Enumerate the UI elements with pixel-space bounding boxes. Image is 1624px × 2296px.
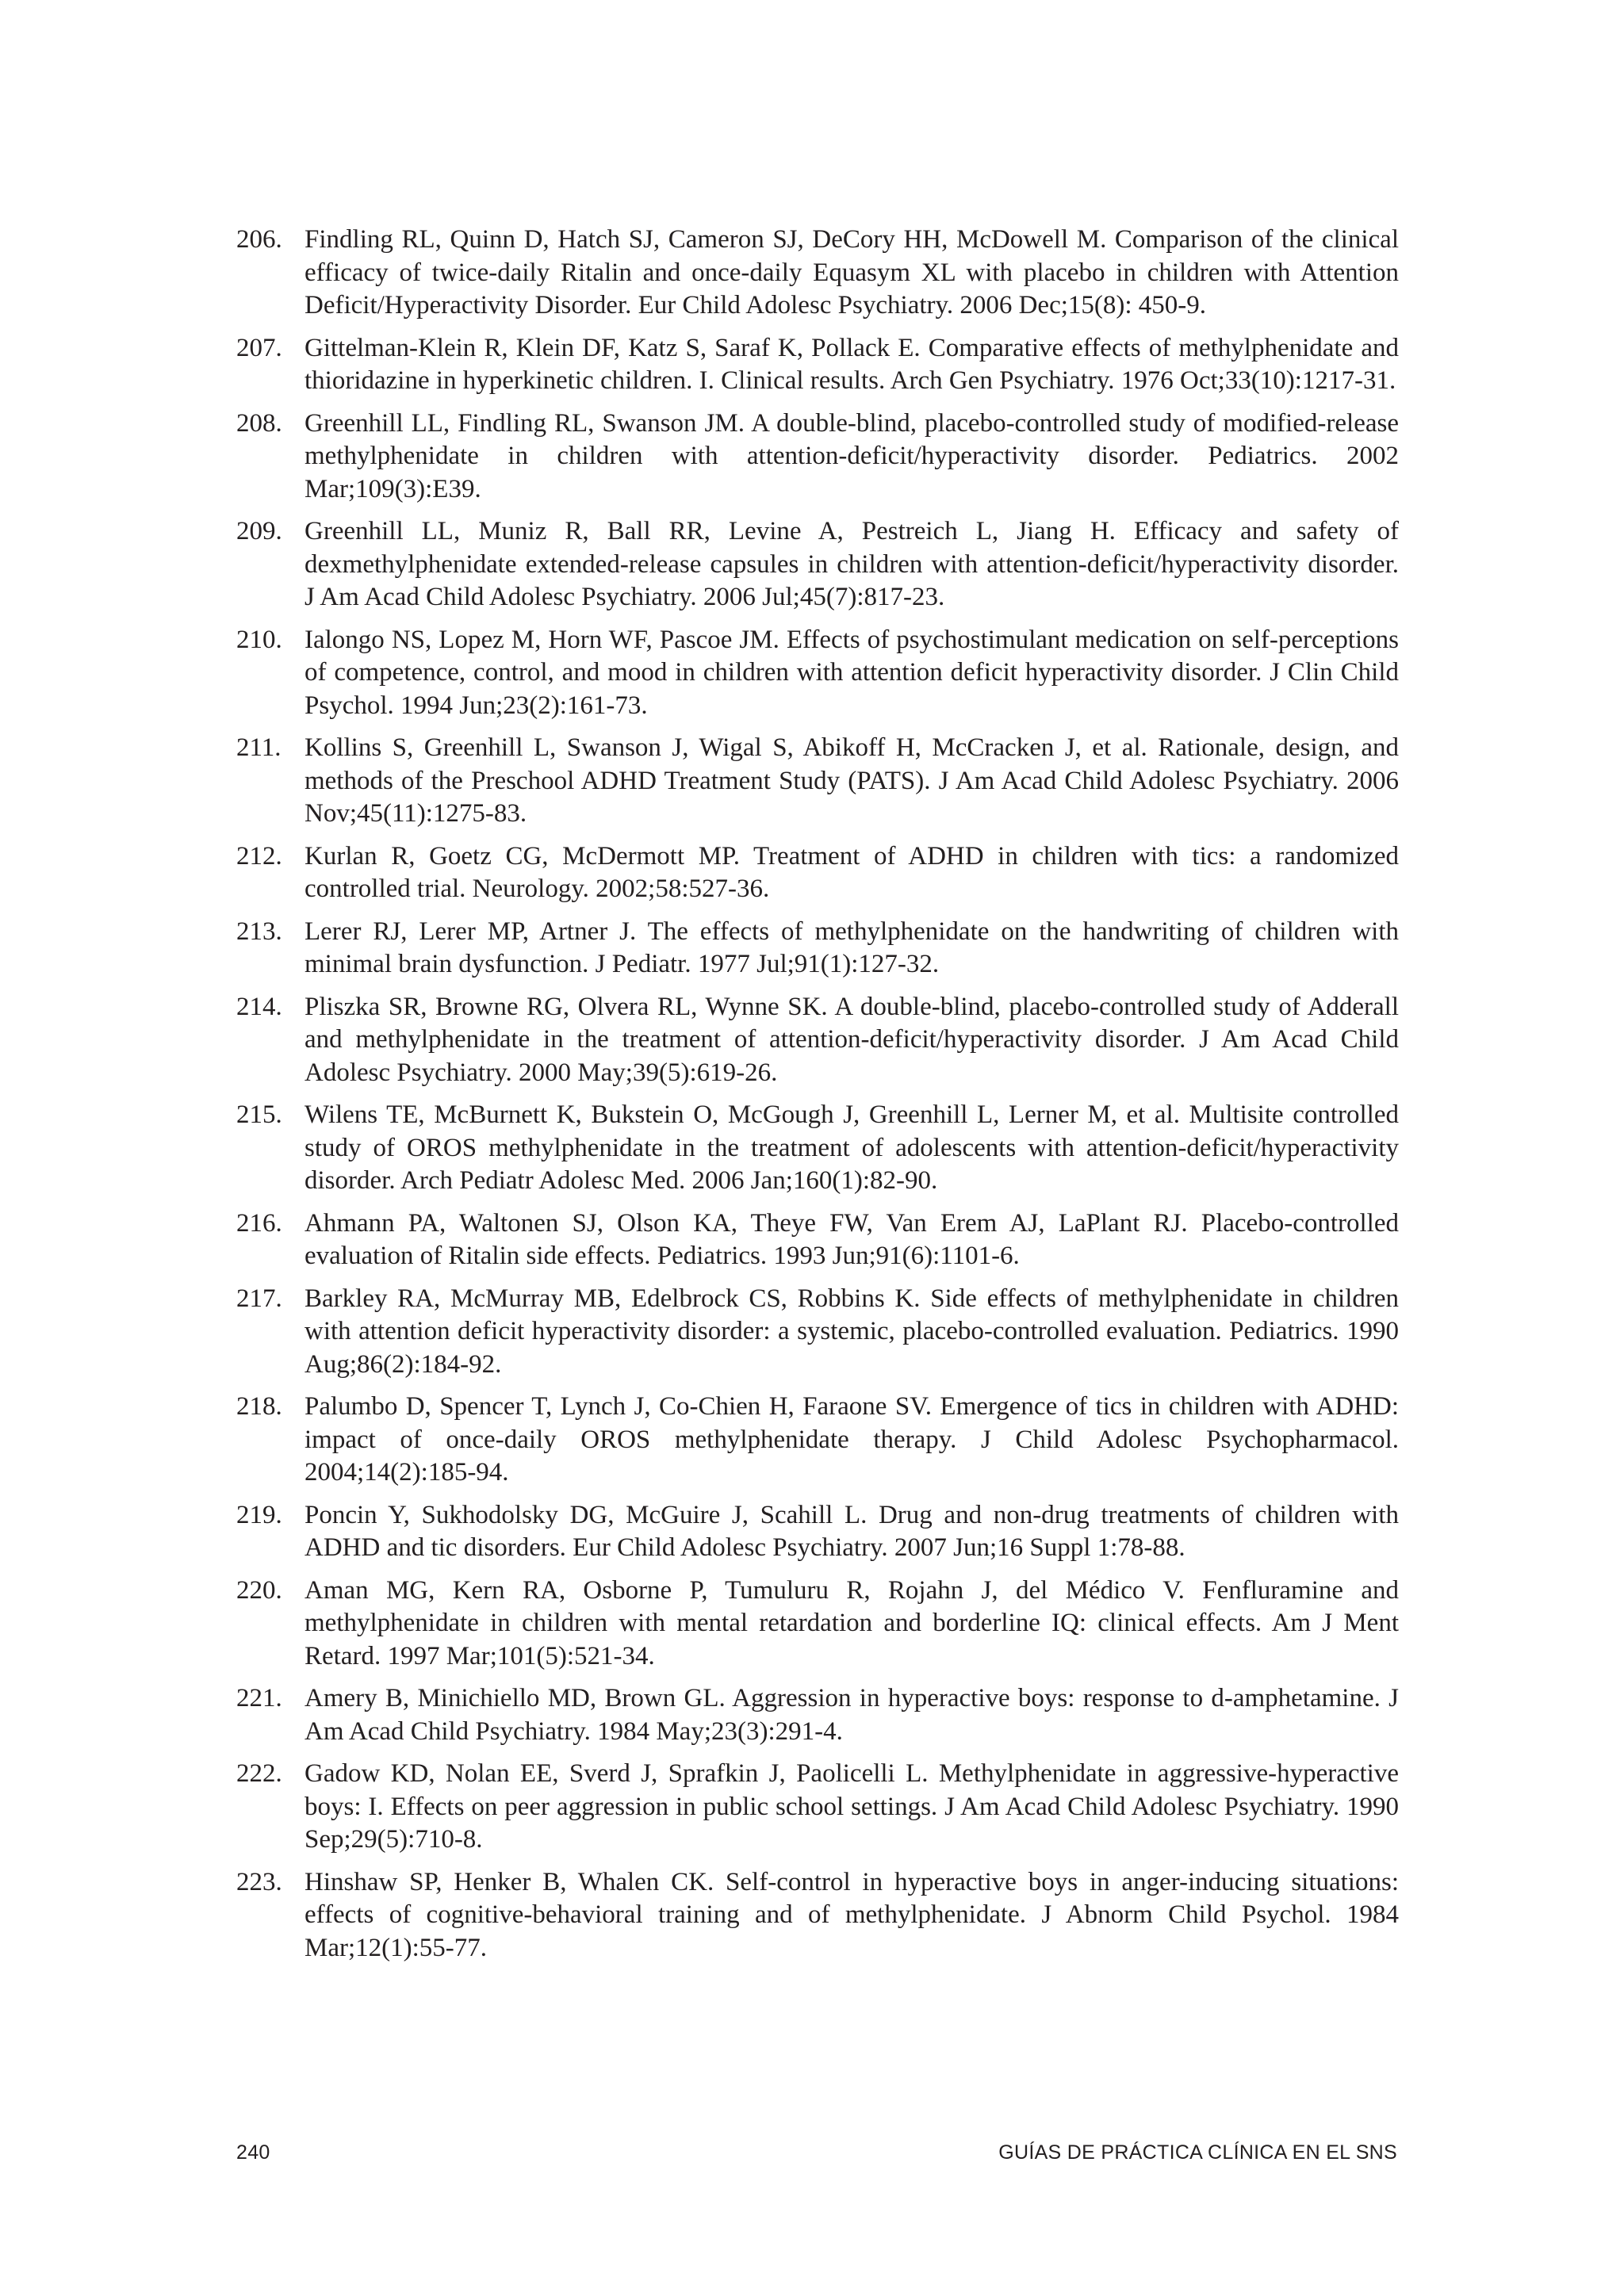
reference-text: Ialongo NS, Lopez M, Horn WF, Pascoe JM. Effects of psychostimulant medication on self-perceptions of competence, control, and mood in children with attention deficit hyperactivity disorder. J Clin Child Psychol. 1994 Jun;23(2):161-73. — [304, 625, 1399, 720]
reference-number: 210. — [236, 625, 282, 654]
reference-item — [236, 224, 1399, 323]
reference-number: 218. — [236, 1392, 282, 1421]
reference-text: Kollins S, Greenhill L, Swanson J, Wigal S, Abikoff H, McCracken J, et al. Rationale, design, and methods of the Preschool ADHD Treatment Study (PATS). J Am Acad Child Adolesc Psychiatry. 2006 Nov;45(11):1275-83. — [304, 733, 1399, 828]
reference-text: Pliszka SR, Browne RG, Olvera RL, Wynne SK. A double-blind, placebo-controlled study of Adderall and methylphenidate in the treatment of attention-deficit/hyperactivity disorder. J Am Acad Child Adolesc Psychiatry. 2000 May;39(5):619-26. — [304, 992, 1399, 1087]
reference-list — [236, 224, 1399, 1974]
reference-item — [236, 515, 1399, 614]
reference-text: Barkley RA, McMurray MB, Edelbrock CS, Robbins K. Side effects of methylphenidate in children with attention deficit hyperactivity disorder: a systemic, placebo-controlled evaluation. Pediatrics. 1990 Aug;86(2):184-92. — [304, 1284, 1399, 1379]
reference-item — [236, 408, 1399, 507]
reference-item — [236, 1099, 1399, 1198]
reference-text: Palumbo D, Spencer T, Lynch J, Co-Chien H, Faraone SV. Emergence of tics in children with ADHD: impact of once-daily OROS methylphenidate therapy. J Child Adolesc Psychopharmacol. 2004;14(2):185-94. — [304, 1392, 1399, 1487]
reference-number: 214. — [236, 992, 282, 1021]
reference-number: 208. — [236, 408, 282, 438]
reference-number: 215. — [236, 1100, 282, 1129]
running-title: GUÍAS DE PRÁCTICA CLÍNICA EN EL SNS — [998, 2141, 1397, 2164]
reference-item — [236, 1207, 1399, 1273]
reference-number: 211. — [236, 733, 282, 762]
reference-number: 217. — [236, 1284, 282, 1313]
reference-item — [236, 1575, 1399, 1674]
reference-item — [236, 1866, 1399, 1965]
reference-text: Greenhill LL, Findling RL, Swanson JM. A double-blind, placebo-controlled study of modified-release methylphenidate in children with attention-deficit/hyperactivity disorder. Pediatrics. 2002 Mar;109(3):E39. — [304, 408, 1399, 503]
reference-item — [236, 1758, 1399, 1857]
reference-number: 219. — [236, 1500, 282, 1529]
reference-number: 220. — [236, 1575, 282, 1605]
reference-text: Aman MG, Kern RA, Osborne P, Tumuluru R, Rojahn J, del Médico V. Fenfluramine and methylphenidate in children with mental retardation and borderline IQ: clinical effects. Am J Ment Retard. 1997 Mar;101(5):521-34. — [304, 1575, 1399, 1670]
reference-number: 221. — [236, 1684, 282, 1712]
reference-item — [236, 916, 1399, 982]
reference-number: 213. — [236, 916, 282, 946]
reference-item — [236, 840, 1399, 906]
reference-number: 212. — [236, 841, 282, 871]
reference-number: 223. — [236, 1867, 282, 1896]
reference-text: Amery B, Minichiello MD, Brown GL. Aggression in hyperactive boys: response to d-amphetamine. J Am Acad Child Psychiatry. 1984 May;23(3):291-4. — [304, 1684, 1399, 1746]
reference-item — [236, 991, 1399, 1090]
reference-text: Greenhill LL, Muniz R, Ball RR, Levine A, Pestreich L, Jiang H. Efficacy and safety of dexmethylphenidate extended-release capsules in children with attention-deficit/hyperactivity disorder. J Am Acad Child Adolesc Psychiatry. 2006 Jul;45(7):817-23. — [304, 517, 1399, 611]
reference-number: 206. — [236, 225, 282, 254]
reference-number: 216. — [236, 1208, 282, 1238]
reference-number: 222. — [236, 1759, 282, 1788]
reference-number: 207. — [236, 333, 282, 362]
reference-text: Lerer RJ, Lerer MP, Artner J. The effects of methylphenidate on the handwriting of children with minimal brain dysfunction. J Pediatr. 1977 Jul;91(1):127-32. — [304, 916, 1399, 978]
reference-text: Findling RL, Quinn D, Hatch SJ, Cameron SJ, DeCory HH, McDowell M. Comparison of the clinical efficacy of twice-daily Ritalin and once-daily Equasym XL with placebo in children with Attention Deficit/Hyperactivity Disorder. Eur Child Adolesc Psychiatry. 2006 Dec;15(8): 450-9. — [304, 225, 1399, 320]
reference-item — [236, 1283, 1399, 1382]
page-number: 240 — [236, 2141, 270, 2164]
reference-text: Gadow KD, Nolan EE, Sverd J, Sprafkin J, Paolicelli L. Methylphenidate in aggressive-hyperactive boys: I. Effects on peer aggression in public school settings. J Am Acad Child Adolesc Psychiatry. 1990 Sep;29(5):710-8. — [304, 1759, 1399, 1854]
reference-text: Kurlan R, Goetz CG, McDermott MP. Treatment of ADHD in children with tics: a randomized controlled trial. Neurology. 2002;58:527-36. — [304, 841, 1399, 903]
reference-item — [236, 732, 1399, 831]
reference-item — [236, 1499, 1399, 1565]
reference-text: Hinshaw SP, Henker B, Whalen CK. Self-control in hyperactive boys in anger-inducing situations: effects of cognitive-behavioral training and of methylphenidate. J Abnorm Child Psychol. 1984 Mar;12(1):55-77. — [304, 1867, 1399, 1962]
reference-item — [236, 1682, 1399, 1748]
reference-number: 209. — [236, 517, 282, 545]
reference-text: Poncin Y, Sukhodolsky DG, McGuire J, Scahill L. Drug and non-drug treatments of children with ADHD and tic disorders. Eur Child Adolesc Psychiatry. 2007 Jun;16 Suppl 1:78-88. — [304, 1500, 1399, 1562]
reference-text: Wilens TE, McBurnett K, Bukstein O, McGough J, Greenhill L, Lerner M, et al. Multisite controlled study of OROS methylphenidate in the treatment of adolescents with attention-deficit/hyperactivity disorder. Arch Pediatr Adolesc Med. 2006 Jan;160(1):82-90. — [304, 1100, 1399, 1195]
reference-text: Gittelman-Klein R, Klein DF, Katz S, Saraf K, Pollack E. Comparative effects of methylphenidate and thioridazine in hyperkinetic children. I. Clinical results. Arch Gen Psychiatry. 1976 Oct;33(10):1217-31. — [304, 333, 1399, 395]
reference-item — [236, 332, 1399, 398]
reference-text: Ahmann PA, Waltonen SJ, Olson KA, Theye FW, Van Erem AJ, LaPlant RJ. Placebo-controlled evaluation of Ritalin side effects. Pediatrics. 1993 Jun;91(6):1101-6. — [304, 1208, 1399, 1270]
reference-item — [236, 624, 1399, 723]
reference-item — [236, 1391, 1399, 1490]
